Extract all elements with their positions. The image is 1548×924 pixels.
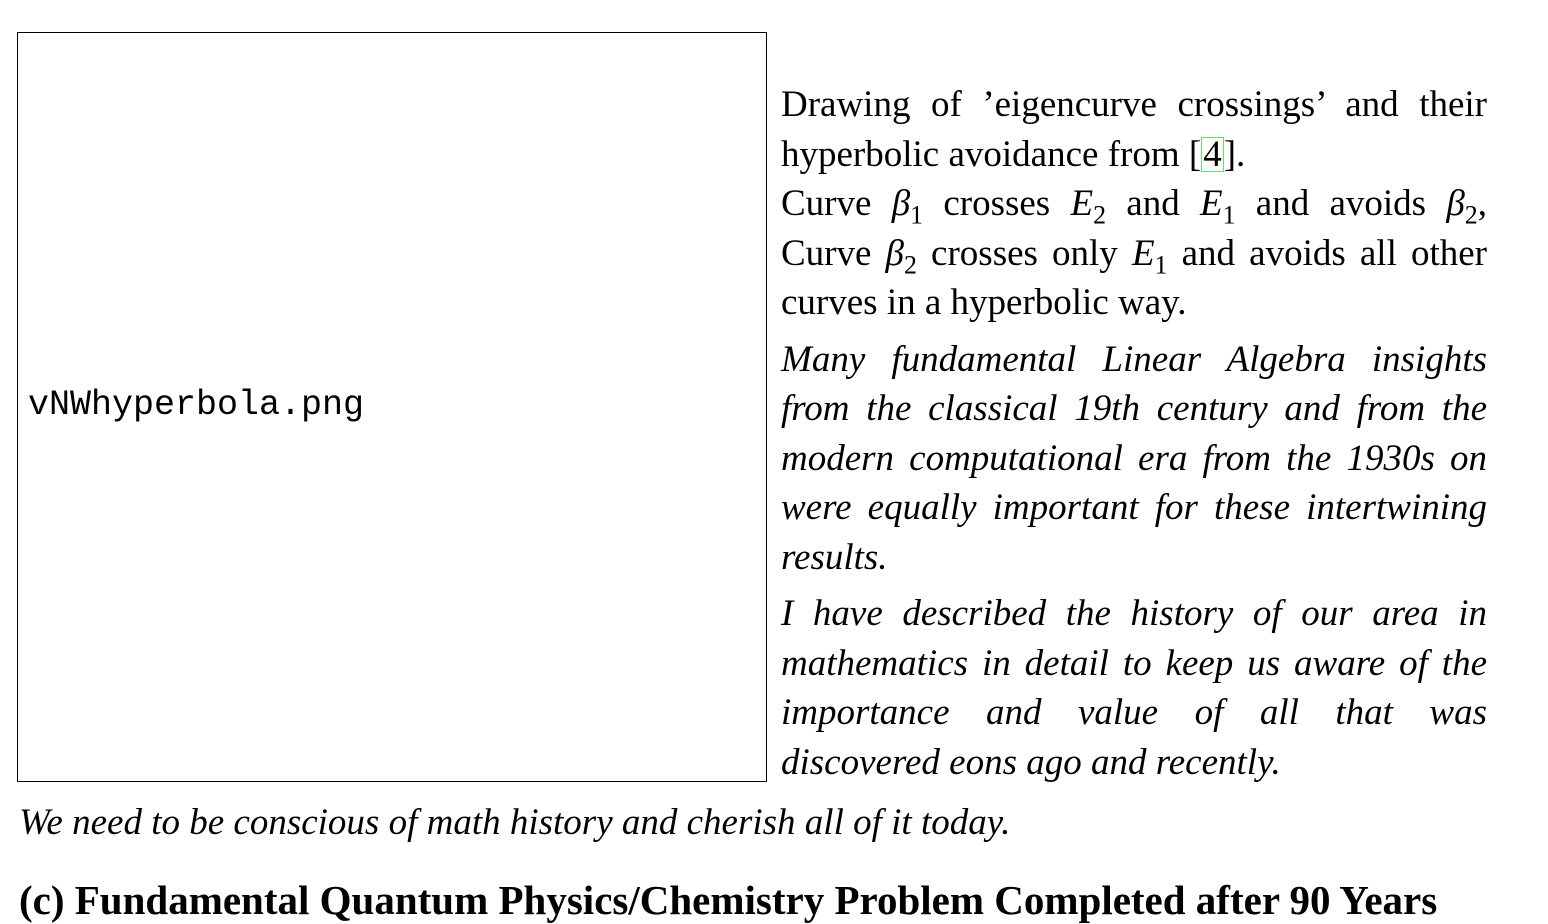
beta1-symbol: $\beta_1$ <box>891 183 924 230</box>
figure-placeholder <box>17 32 767 782</box>
citation-link[interactable]: 4 <box>1203 133 1222 175</box>
caption-intro: Drawing of ’eigencurve crossings’ and their hyperbolic avoidance from [ <box>781 84 1487 175</box>
curve1-avoids: and avoids <box>1235 183 1447 224</box>
caption-paragraph-2: Many fundamental Linear Algebra insights from the classical 19th century and from the modern computational era from the 1930s on were equally important for these intertwining results. <box>781 338 1487 578</box>
e2-symbol: $E_2$ <box>1070 183 1107 230</box>
curve1-prefix: Curve <box>781 183 892 224</box>
section-heading: (c) Fundamental Quantum Physics/Chemistry Problem Completed after 90 Years <box>19 877 1438 923</box>
curve2-prefix: Curve <box>781 232 886 274</box>
curve2-crosses: crosses only <box>916 232 1132 274</box>
caption-paragraph-3: I have described the history of our area in mathematics in detail to keep us aware of the importance and value of all that was discovered eons ago and recently. <box>781 593 1487 783</box>
curve2-end: and avoids all other curves in a hyperbolic way. <box>781 232 1487 323</box>
curve1-crosses: crosses <box>923 183 1071 224</box>
closing-sentence: We need to be conscious of math history and cherish all of it today. <box>19 802 1011 843</box>
figure-caption <box>781 80 1487 787</box>
beta2-symbol-second: $\beta_2$ <box>885 232 917 279</box>
e1-symbol: $E_1$ <box>1199 183 1236 230</box>
curve1-end: , <box>1477 183 1487 224</box>
caption-paragraph-1 <box>781 80 1487 328</box>
curve1-and: and <box>1106 183 1200 224</box>
figure-filename: vNWhyperbola.png <box>28 385 365 425</box>
beta2-symbol: $\beta_2$ <box>1446 183 1478 230</box>
e1-symbol-second: $E_1$ <box>1131 232 1168 279</box>
caption-intro-end: ]. <box>1223 133 1246 175</box>
